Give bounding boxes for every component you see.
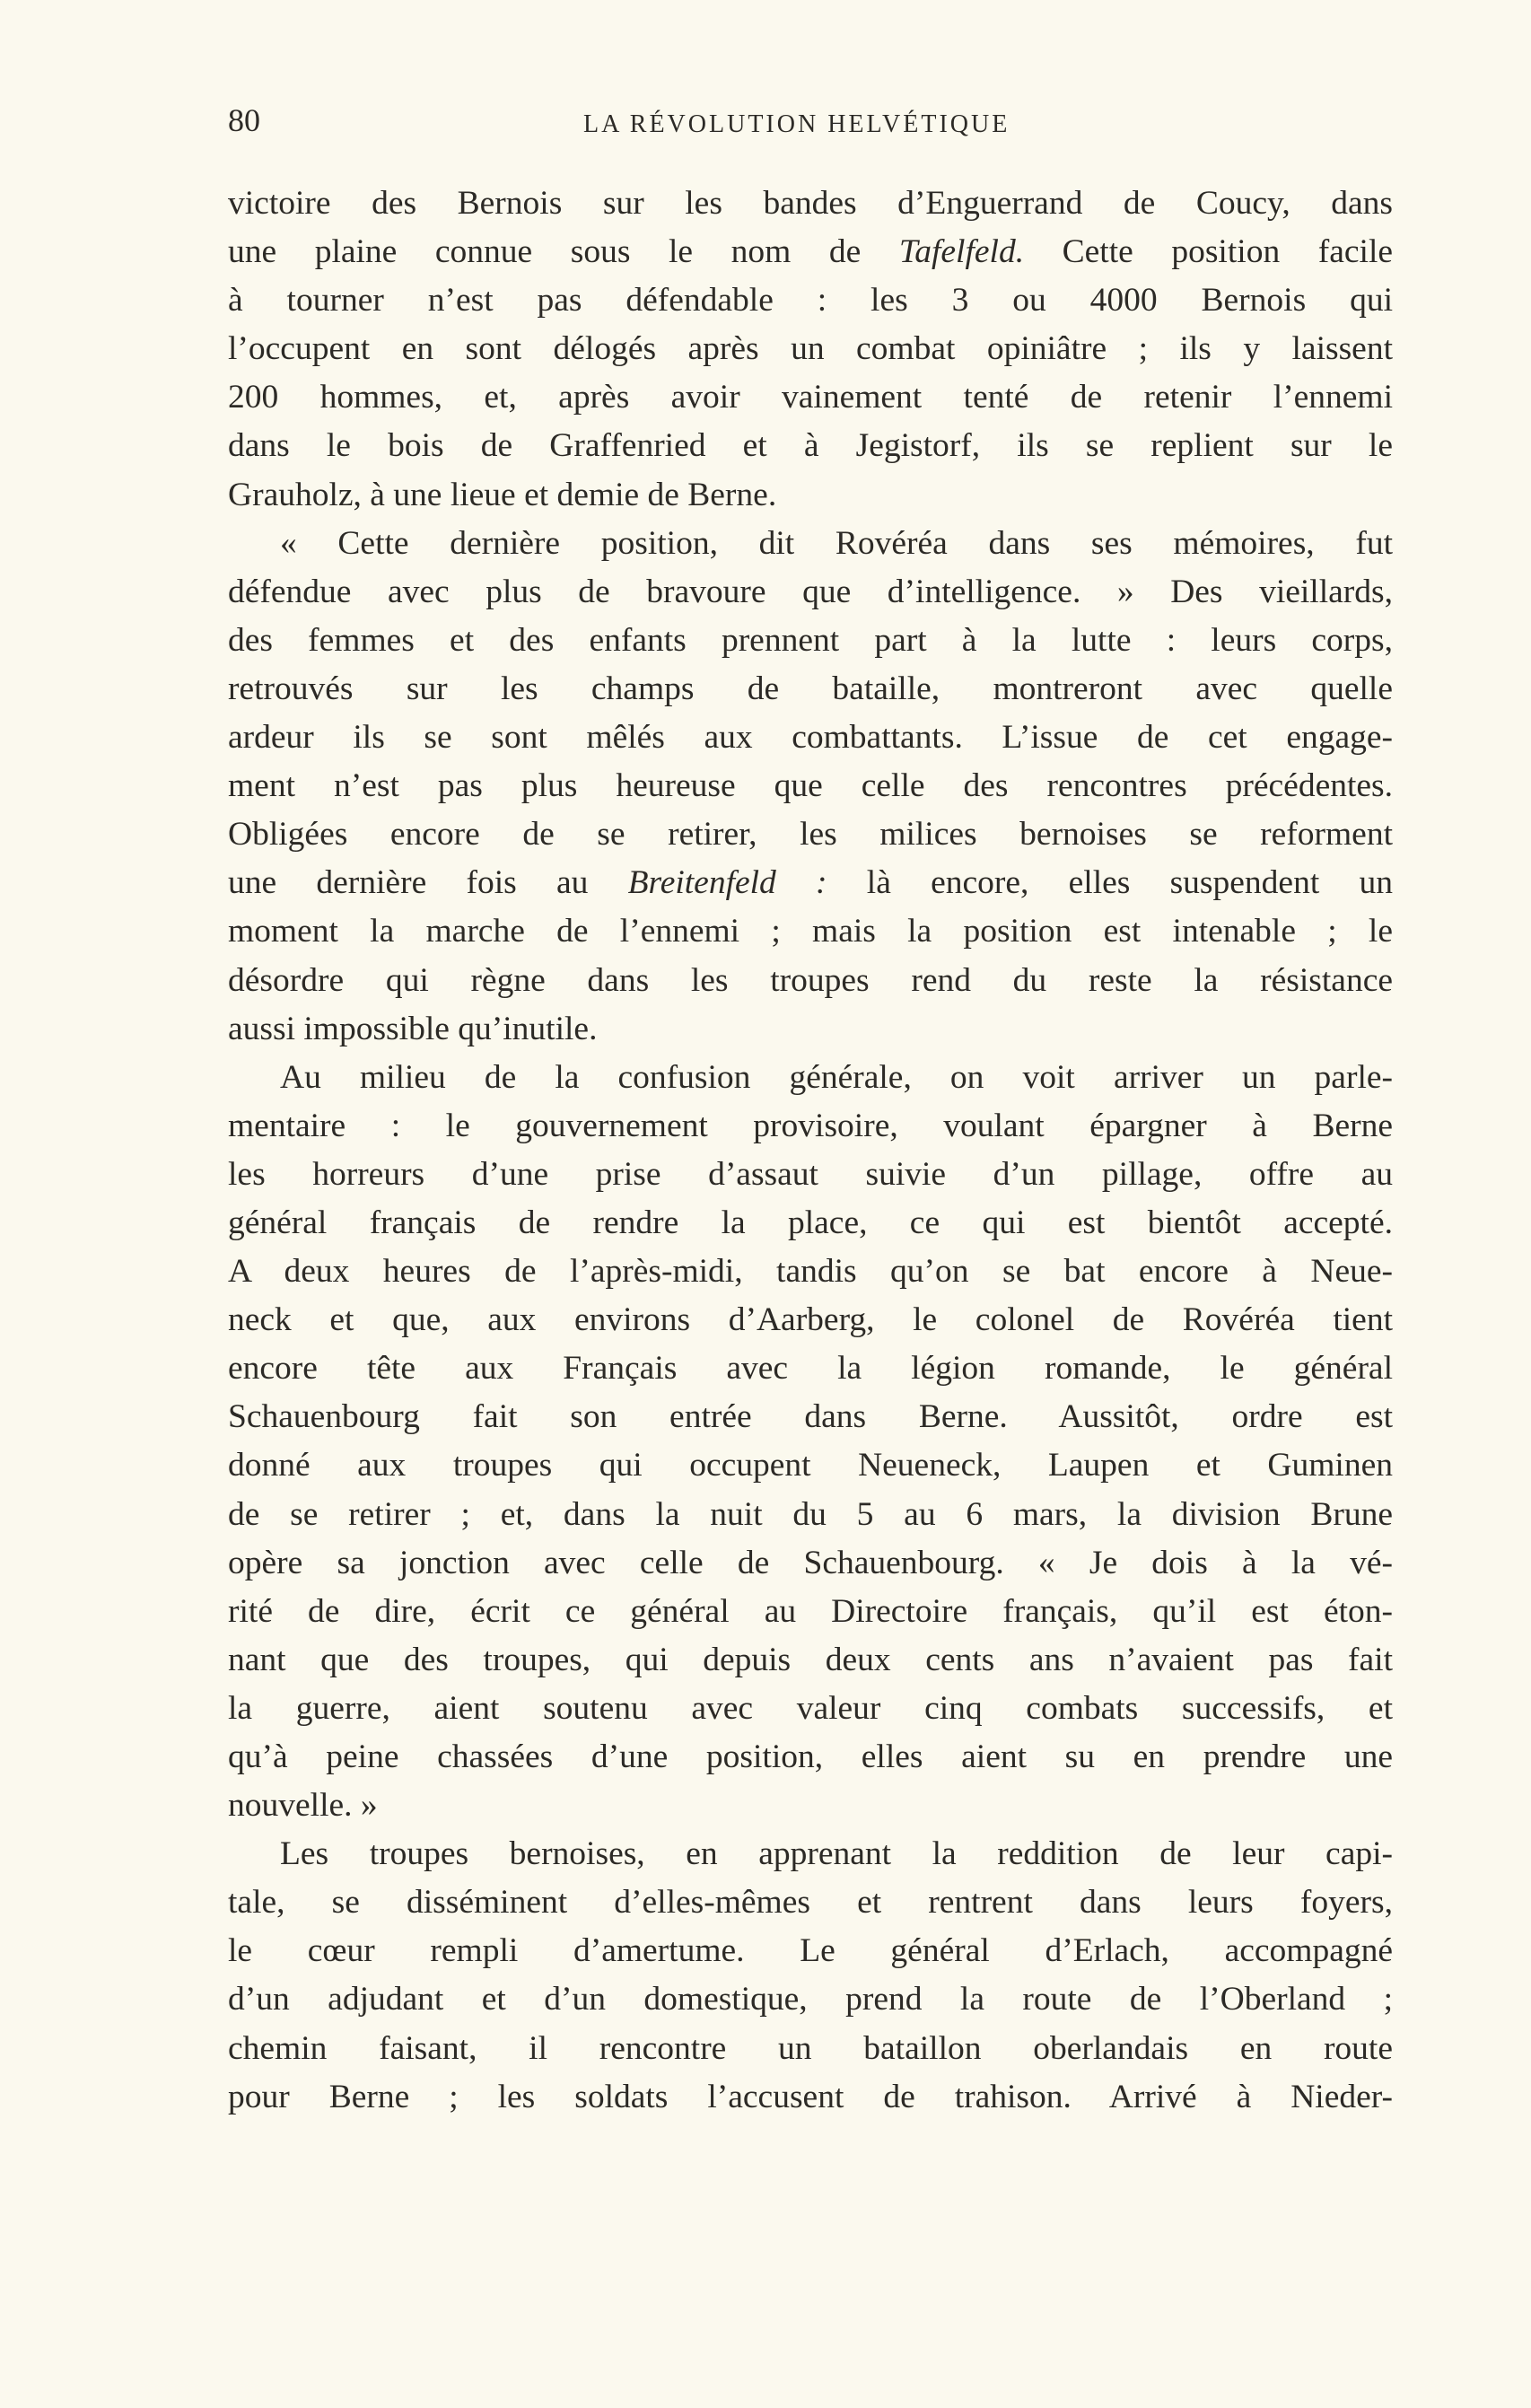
text-line: le cœur rempli d’amertume. Le général d’Erlach, accompagné <box>228 1932 1393 1970</box>
text-fragment: une dernière fois au <box>228 864 628 902</box>
running-title: LA RÉVOLUTION HELVÉTIQUE <box>583 110 1010 138</box>
text-fragment: Cette position facile <box>1024 233 1394 271</box>
italic-place-name: Tafelfeld. <box>898 233 1025 271</box>
text-fragment: une plaine connue sous le nom de <box>228 233 899 271</box>
text-line: 200 hommes, et, après avoir vainement tenté de retenir l’ennemi <box>228 379 1393 416</box>
body-text <box>228 180 1393 2122</box>
text-line: Schauenbourg fait son entrée dans Berne. Aussitôt, ordre est <box>228 1398 1393 1436</box>
text-line: victoire des Bernois sur les bandes d’Enguerrand de Coucy, dans <box>228 185 1393 222</box>
text-line: retrouvés sur les champs de bataille, montreront avec quelle <box>228 670 1393 707</box>
text-line: opère sa jonction avec celle de Schauenbourg. « Je dois à la vé- <box>228 1544 1393 1581</box>
text-line: l’occupent en sont délogés après un combat opiniâtre ; ils y laissent <box>228 330 1393 368</box>
text-line: rité de dire, écrit ce général au Directoire français, qu’il est éton- <box>228 1592 1393 1630</box>
text-line: chemin faisant, il rencontre un bataillon oberlandais en route <box>228 2029 1393 2067</box>
text-line: pour Berne ; les soldats l’accusent de trahison. Arrivé à Nieder- <box>228 2078 1393 2115</box>
text-line: mentaire : le gouvernement provisoire, voulant épargner à Berne <box>228 1107 1393 1144</box>
text-line: Obligées encore de se retirer, les milices bernoises se reforment <box>228 816 1393 854</box>
text-line: général français de rendre la place, ce qui est bientôt accepté. <box>228 1204 1393 1241</box>
text-line: A deux heures de l’après-midi, tandis qu’on se bat encore à Neue- <box>228 1253 1393 1291</box>
text-line: encore tête aux Français avec la légion romande, le général <box>228 1350 1393 1388</box>
text-line: les horreurs d’une prise d’assaut suivie d’un pillage, offre au <box>228 1155 1393 1193</box>
text-line: « Cette dernière position, dit Rovéréa dans ses mémoires, fut <box>280 524 1393 562</box>
text-line: ardeur ils se sont mêlés aux combattants. L’issue de cet engage- <box>228 719 1393 757</box>
text-line: qu’à peine chassées d’une position, elles aient su en prendre une <box>228 1738 1393 1775</box>
text-line: de se retirer ; et, dans la nuit du 5 au 6 mars, la division Brune <box>228 1495 1393 1533</box>
text-line: ment n’est pas plus heureuse que celle des rencontres précédentes. <box>228 767 1393 805</box>
text-line: la guerre, aient soutenu avec valeur cinq combats successifs, et <box>228 1689 1393 1727</box>
text-line: neck et que, aux environs d’Aarberg, le colonel de Rovéréa tient <box>228 1301 1393 1339</box>
text-line: aussi impossible qu’inutile. <box>228 1010 598 1047</box>
text-line: d’un adjudant et d’un domestique, prend la route de l’Oberland ; <box>228 1981 1393 2018</box>
text-line: nouvelle. » <box>228 1787 378 1825</box>
text-line: Les troupes bernoises, en apprenant la reddition de leur capi- <box>280 1835 1393 1873</box>
page-number: 80 <box>228 102 260 138</box>
text-fragment: là encore, elles suspendent un <box>827 864 1393 902</box>
text-line <box>228 859 1393 907</box>
text-line: à tourner n’est pas défendable : les 3 ou 4000 Bernois qui <box>228 282 1393 320</box>
text-line: Au milieu de la confusion générale, on voit arriver un parle- <box>280 1058 1393 1096</box>
text-line: moment la marche de l’ennemi ; mais la position est intenable ; le <box>228 913 1393 950</box>
text-line: dans le bois de Graffenried et à Jegistorf, ils se replient sur le <box>228 427 1393 465</box>
text-line: des femmes et des enfants prennent part à la lutte : leurs corps, <box>228 621 1393 659</box>
text-line: Grauholz, à une lieue et demie de Berne. <box>228 476 777 513</box>
text-line: défendue avec plus de bravoure que d’intelligence. » Des vieillards, <box>228 573 1393 610</box>
text-line: désordre qui règne dans les troupes rend du reste la résistance <box>228 961 1393 999</box>
text-line: nant que des troupes, qui depuis deux cents ans n’avaient pas fait <box>228 1641 1393 1678</box>
text-line <box>228 228 1393 276</box>
italic-place-name: Breitenfeld : <box>627 864 827 902</box>
text-line: tale, se disséminent d’elles-mêmes et rentrent dans leurs foyers, <box>228 1884 1393 1922</box>
text-line: donné aux troupes qui occupent Neueneck, Laupen et Guminen <box>228 1447 1393 1484</box>
